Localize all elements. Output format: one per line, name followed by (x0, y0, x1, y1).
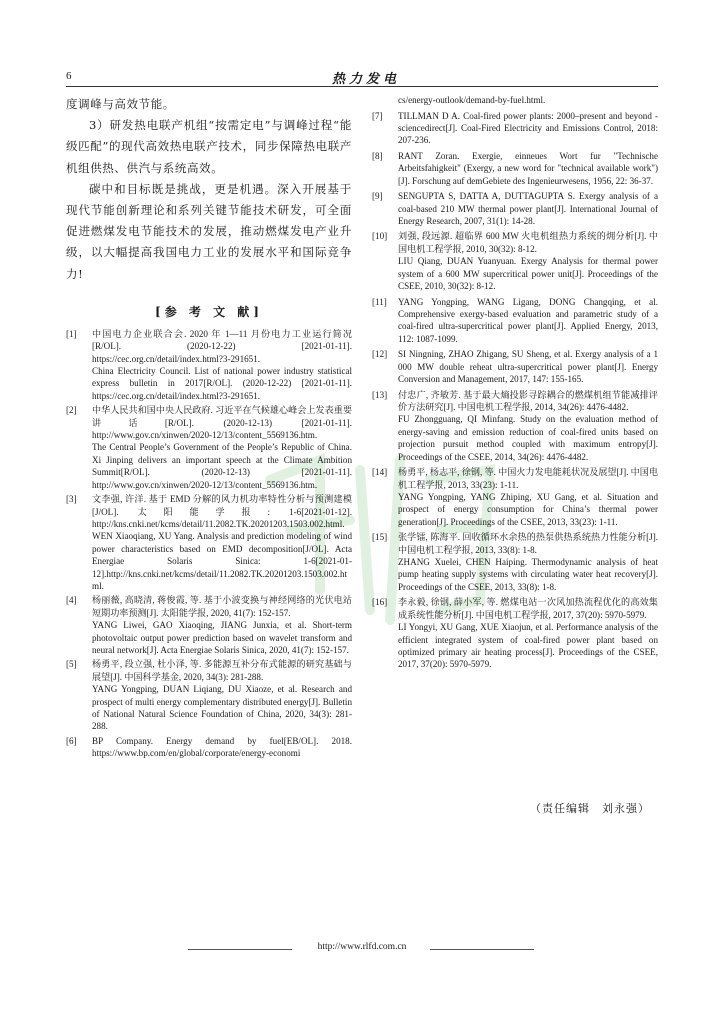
reference-line: 中华人民共和国中央人民政府. 习近平在气候雄心峰会上发表重要讲话[R/OL]. (2020-12-13) [2021-01-11]. http://www.gov.cn/xinwen/2020-12/13/content_5569136.htm. (92, 405, 352, 441)
reference-item (372, 230, 658, 292)
reference-text (398, 348, 658, 385)
reference-list-left (66, 328, 352, 760)
right-column (372, 94, 658, 674)
reference-number: [4] (66, 595, 77, 606)
reference-number: [7] (372, 110, 383, 121)
reference-item (66, 658, 352, 732)
reference-text (92, 328, 352, 402)
reference-number: [6] (66, 735, 77, 746)
references-heading: [参 考 文 献] (155, 304, 263, 319)
reference-item (66, 328, 352, 402)
footer-rule (430, 949, 534, 950)
reference-line: 付忠广, 齐敏芳. 基于最大熵投影寻踪耦合的燃煤机组节能减排评价方法研究[J]. 中国电机工程学报, 2014, 34(26): 4476-4482. (398, 389, 658, 412)
editor-credit: （责任编辑 刘永强） (530, 802, 650, 815)
reference-number: [8] (372, 150, 383, 161)
reference-text (92, 493, 352, 592)
reference-line: LI Yongyi, XU Gang, XUE Xiaojun, et al. Performance analysis of the efficient integrated system of coal-fired power plant based on optimized primary air heating process[J]. Proceedings of the CSEE, 2017, 37(20): 5970-5979. (398, 622, 658, 670)
reference-item (66, 404, 352, 491)
reference-item (66, 493, 352, 592)
reference-text (398, 94, 658, 106)
reference-line: 文李强, 许洋. 基于 EMD 分解的风力机功率特性分析与预测建模[J/OL]. 太阳能学报: 1-6[2021-01-12]. http://kns.cnki.net/kcms/detail/11.2082.TK.20201203.1503.002.html. (92, 494, 352, 529)
reference-line: 杨勇平, 段立强, 杜小泽, 等. 多能源互补分布式能源的研究基础与展望[J]. 中国科学基金, 2020, 34(3): 281-288. (92, 659, 352, 682)
reference-line: 张学镭, 陈海平. 回收循环水余热的热泵供热系统热力性能分析[J]. 中国电机工程学报, 2013, 33(8): 1-8. (398, 532, 658, 555)
reference-text (92, 658, 352, 732)
reference-number: [16] (372, 597, 388, 608)
reference-number: [3] (66, 494, 77, 505)
reference-line: RANT Zoran. Exergie, einneues Wort fur "Technische Arbeitsfahigkeit" (Exergy, a new word for "technical available work")[J]. Forschung auf demGebiete des Ingenieurwesens, 1956, 22: 36-37. (398, 150, 658, 186)
reference-number: [9] (372, 191, 383, 202)
reference-line: 杨丽薇, 高晓清, 蒋俊霞, 等. 基于小波变换与神经网络的光伏电站短期功率预测[J]. 太阳能学报, 2020, 41(7): 152-157. (92, 595, 352, 618)
reference-item (372, 596, 658, 670)
reference-line: LIU Qiang, DUAN Yuanyuan. Exergy Analysis for thermal power system of a 600 MW supercritical power unit[J]. Proceedings of the CSEE, 2010, 30(32): 8-12. (398, 256, 658, 292)
reference-line: China Electricity Council. List of national power industry statistical express bulletin in 2017[R/OL]. (2020-12-22) [2021-01-11]. https://cec.org.cn/detail/index.html?3-291651. (92, 366, 352, 401)
reference-item (372, 94, 658, 106)
reference-line: 中国电力企业联合会. 2020 年 1—11 月份电力工业运行简况[R/OL]. (2020-12-22) [2021-01-11]. https://cec.org.cn/detail/index.html?3-291651. (92, 328, 352, 364)
reference-text (398, 296, 658, 346)
left-column (66, 94, 352, 762)
reference-line: cs/energy-outlook/demand-by-fuel.html. (398, 95, 546, 105)
reference-item (372, 296, 658, 346)
footer-url-link[interactable]: http://www.rlfd.com.cn (317, 942, 407, 952)
reference-item (372, 190, 658, 227)
reference-item (372, 389, 658, 463)
reference-item (66, 735, 352, 760)
reference-line: TILLMAN D A. Coal-fired power plants: 2000–present and beyond - sciencedirect[J]. Coal-Fired Electricity and Emissions Control, 2018: 207-236. (398, 110, 658, 146)
reference-line: ZHANG Xuelei, CHEN Haiping. Thermodynamic analysis of heat pump heating supply systems with circulating water heat recovery[J]. Proceedings of the CSEE, 2013, 33(8): 1-8. (398, 557, 658, 592)
reference-number: [2] (66, 405, 77, 416)
header-rule (66, 86, 658, 87)
reference-line: WEN Xiaoqiang, XU Yang. Analysis and prediction modeling of wind power characteristics based on EMD decomposition[J/OL]. Acta Energiae Solaris Sinica: 1-6[2021-01-12].http://kns.cnki.net/kcms/detail/11.2082.TK.20201203.1503.002.html. (92, 531, 352, 591)
reference-text (92, 735, 352, 760)
reference-number: [15] (372, 532, 388, 543)
reference-line: YANG Yongping, YANG Zhiping, XU Gang, et al. Situation and prospect of energy consumption for China’s thermal power generation[J]. Proceedings of the CSEE, 2013, 33(23): 1-11. (398, 491, 658, 527)
reference-text (398, 190, 658, 227)
reference-number: [10] (372, 231, 388, 242)
reference-number: [11] (372, 296, 387, 307)
reference-line: SENGUPTA S, DATTA A, DUTTAGUPTA S. Exergy analysis of a coal-based 210 MW thermal power plant[J]. International Journal of Energy Research, 2007, 31(1): 14-28. (398, 191, 658, 226)
reference-text (92, 404, 352, 491)
reference-item (372, 150, 658, 187)
reference-line: YANG Liwei, GAO Xiaoqing, JIANG Junxia, et al. Short-term photovoltaic output power prediction based on wavelet transform and neural network[J]. Acta Energiae Solaris Sinica, 2020, 41(7): 152-157. (92, 620, 352, 655)
reference-line: 刘强, 段远源. 超临界 600 MW 火电机组热力系统的㶲分析[J]. 中国电机工程学报, 2010, 30(32): 8-12. (398, 231, 658, 254)
reference-line: FU Zhongguang, QI Minfang. Study on the evaluation method of energy-saving and emission reduction of coal-fired units based on projection pursuit method coupled with maximum entropy[J]. Proceedings of the CSEE, 2014, 34(26): 4476-4482. (398, 414, 658, 462)
reference-number: [12] (372, 349, 388, 360)
reference-item (372, 110, 658, 147)
reference-number: [14] (372, 467, 388, 478)
page-number: 6 (66, 70, 72, 82)
reference-text (92, 594, 352, 656)
reference-number: [13] (372, 389, 388, 400)
reference-number: [5] (66, 659, 77, 670)
reference-line: BP Company. Energy demand by fuel[EB/OL]. 2018. https://www.bp.com/en/global/corporate/energy-economi (92, 735, 352, 759)
reference-item (372, 348, 658, 385)
reference-text (398, 389, 658, 463)
reference-item (66, 594, 352, 656)
reference-item (372, 466, 658, 528)
reference-list-right (372, 94, 658, 671)
reference-text (398, 150, 658, 187)
reference-line: SI Ningning, ZHAO Zhigang, SU Sheng, et al. Exergy analysis of a 1 000 MW double reheat ultra-supercritical power plant[J]. Energy Conversion and Management, 2017, 147: 155-165. (398, 349, 658, 385)
reference-text (398, 110, 658, 147)
reference-text (398, 531, 658, 593)
journal-title: 热力发电 (332, 72, 401, 87)
reference-line: YANG Yongping, DUAN Liqiang, DU Xiaoze, et al. Research and prospect of multi energy complementary distributed energy[J]. Bulletin of National Natural Science Foundation of China, 2020, 34(3): 281-288. (92, 684, 352, 732)
reference-text (398, 466, 658, 528)
reference-item (372, 531, 658, 593)
body-paragraph: 度调峰与高效节能。 (66, 97, 175, 111)
reference-number (372, 94, 398, 106)
reference-text (398, 230, 658, 292)
reference-line: 李永毅, 徐钢, 薛小军, 等. 燃煤电站一次风加热流程优化的高效集成系统性能分析[J]. 中国电机工程学报, 2017, 37(20): 5970-5979. (398, 597, 658, 620)
reference-number: [1] (66, 328, 77, 339)
reference-line: The Central People’s Government of the People’s Republic of China. Xi Jinping delivers an important speech at the Climate Ambition Summit[R/OL]. (2020-12-13) [2021-01-11]. http://www.gov.cn/xinwen/2020-12/13/content_5569136.htm. (92, 442, 352, 490)
reference-line: 杨勇平, 杨志平, 徐钢, 等. 中国火力发电能耗状况及展望[J]. 中国电机工程学报, 2013, 33(23): 1-11. (398, 467, 658, 490)
reference-text (398, 596, 658, 670)
body-paragraph: 3）研发热电联产机组“按需定电”与调峰过程“能级匹配”的现代高效热电联产技术，同步保障热电联产机组供热、供汽与系统高效。 (66, 118, 352, 175)
reference-line: YANG Yongping, WANG Ligang, DONG Changqing, et al. Comprehensive exergy-based evaluation and parametric study of a coal-fired ultra-supercritical power plant[J]. Applied Energy, 2013, 112: 1087-1099. (398, 296, 658, 344)
body-paragraph: 碳中和目标既是挑战，更是机遇。深入开展基于现代节能创新理论和系列关键节能技术研发，可全面促进燃煤发电节能技术的发展，推动燃煤发电产业升级，以大幅提高我国电力工业的发展水平和国际竞争力! (66, 181, 352, 281)
